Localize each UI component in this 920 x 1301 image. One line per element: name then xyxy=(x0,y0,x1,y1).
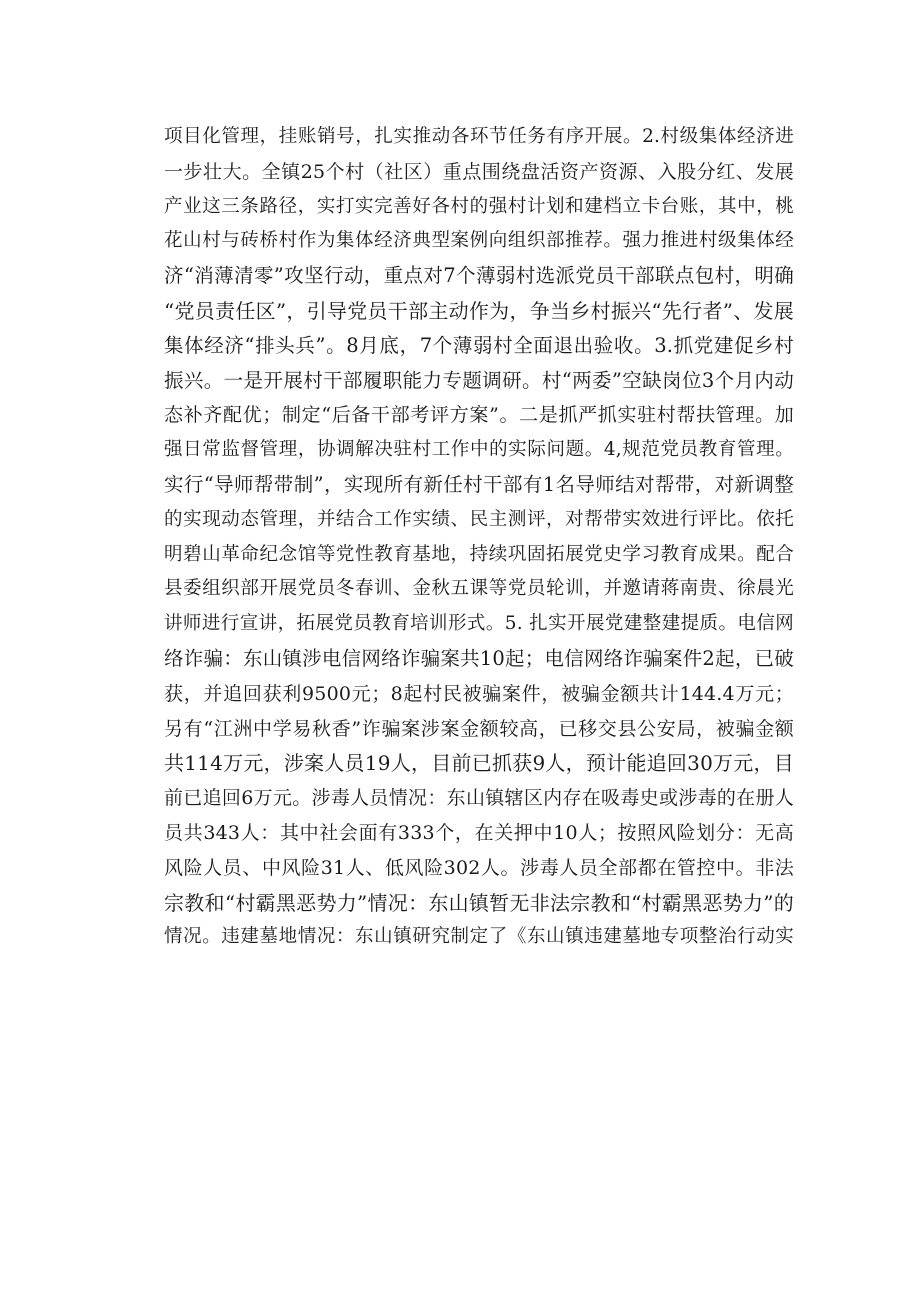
text-line: 集体经济“排头兵”。8月底，7个薄弱村全面退出验收。3.抓党建促乡村 xyxy=(164,333,794,357)
text-line: 态补齐配优；制定“后备干部考评方案”。二是抓严抓实驻村帮扶管理。加 xyxy=(164,404,794,427)
text-line: 项目化管理，挂账销号，扎实推动各环节任务有序开展。2.村级集体经济进 xyxy=(164,126,794,147)
text-line: 济“消薄清零”攻坚行动，重点对7个薄弱村选派党员干部联点包村，明确 xyxy=(164,264,794,288)
text-line: 前已追回6万元。涉毒人员情况：东山镇辖区内存在吸毒史或涉毒的在册人 xyxy=(164,787,794,810)
text-line: 产业这三条路径，实打实完善好各村的强村计划和建档立卡台账，其中，桃 xyxy=(164,195,794,217)
text-line: 宗教和“村霸黑恶势力”情况：东山镇暂无非法宗教和“村霸黑恶势力”的 xyxy=(164,890,794,915)
text-line: 的实现动态管理，并结合工作实绩、民主测评，对帮带实效进行评比。依托 xyxy=(164,508,794,530)
text-line: 讲师进行宣讲，拓展党员教育培训形式。5. 扎实开展党建整建提质。电信网 xyxy=(164,613,794,635)
text-line: 络诈骗：东山镇涉电信网络诈骗案共10起；电信网络诈骗案件2起，已破 xyxy=(164,646,794,670)
text-line: 员共343人：其中社会面有333个，在关押中10人；按照风险划分：无高 xyxy=(164,821,794,844)
text-line: 另有“江洲中学易秋香”诈骗案涉案金额较高，已移交县公安局，被骗金额 xyxy=(164,717,794,740)
text-line: “党员责任区”，引导党员干部主动作为，争当乡村振兴“先行者”、发展 xyxy=(164,298,794,323)
text-line: 明碧山革命纪念馆等党性教育基地，持续巩固拓展党史学习教育成果。配合 xyxy=(164,543,794,565)
text-line: 获，并追回获利9500元；8起村民被骗案件，被骗金额共计144.4万元； xyxy=(164,682,794,705)
text-line: 实行“导师帮带制”，实现所有新任村干部有1名导师结对帮带，对新调整 xyxy=(164,472,794,496)
body-text xyxy=(164,120,794,955)
text-line: 花山村与砖桥村作为集体经济典型案例向组织部推荐。强力推进村级集体经 xyxy=(164,230,794,252)
text-line: 情况。违建墓地情况：东山镇研究制定了《东山镇违建墓地专项整治行动实 xyxy=(164,926,794,948)
text-line: 县委组织部开展党员冬春训、金秋五课等党员轮训，并邀请蒋南贵、徐晨光 xyxy=(164,578,794,600)
text-line: 振兴。一是开展村干部履职能力专题调研。村“两委”空缺岗位3个月内动 xyxy=(164,368,794,392)
text-line: 强日常监督管理，协调解决驻村工作中的实际问题。4,规范党员教育管理。 xyxy=(164,439,794,461)
text-line: 一步壮大。全镇25个村（社区）重点围绕盘活资产资源、入股分红、发展 xyxy=(164,160,794,183)
text-line: 共114万元，涉案人员19人，目前已抓获9人，预计能追回30万元，目 xyxy=(164,751,794,776)
text-line: 风险人员、中风险31人、低风险302人。涉毒人员全部都在管控中。非法 xyxy=(164,856,794,879)
